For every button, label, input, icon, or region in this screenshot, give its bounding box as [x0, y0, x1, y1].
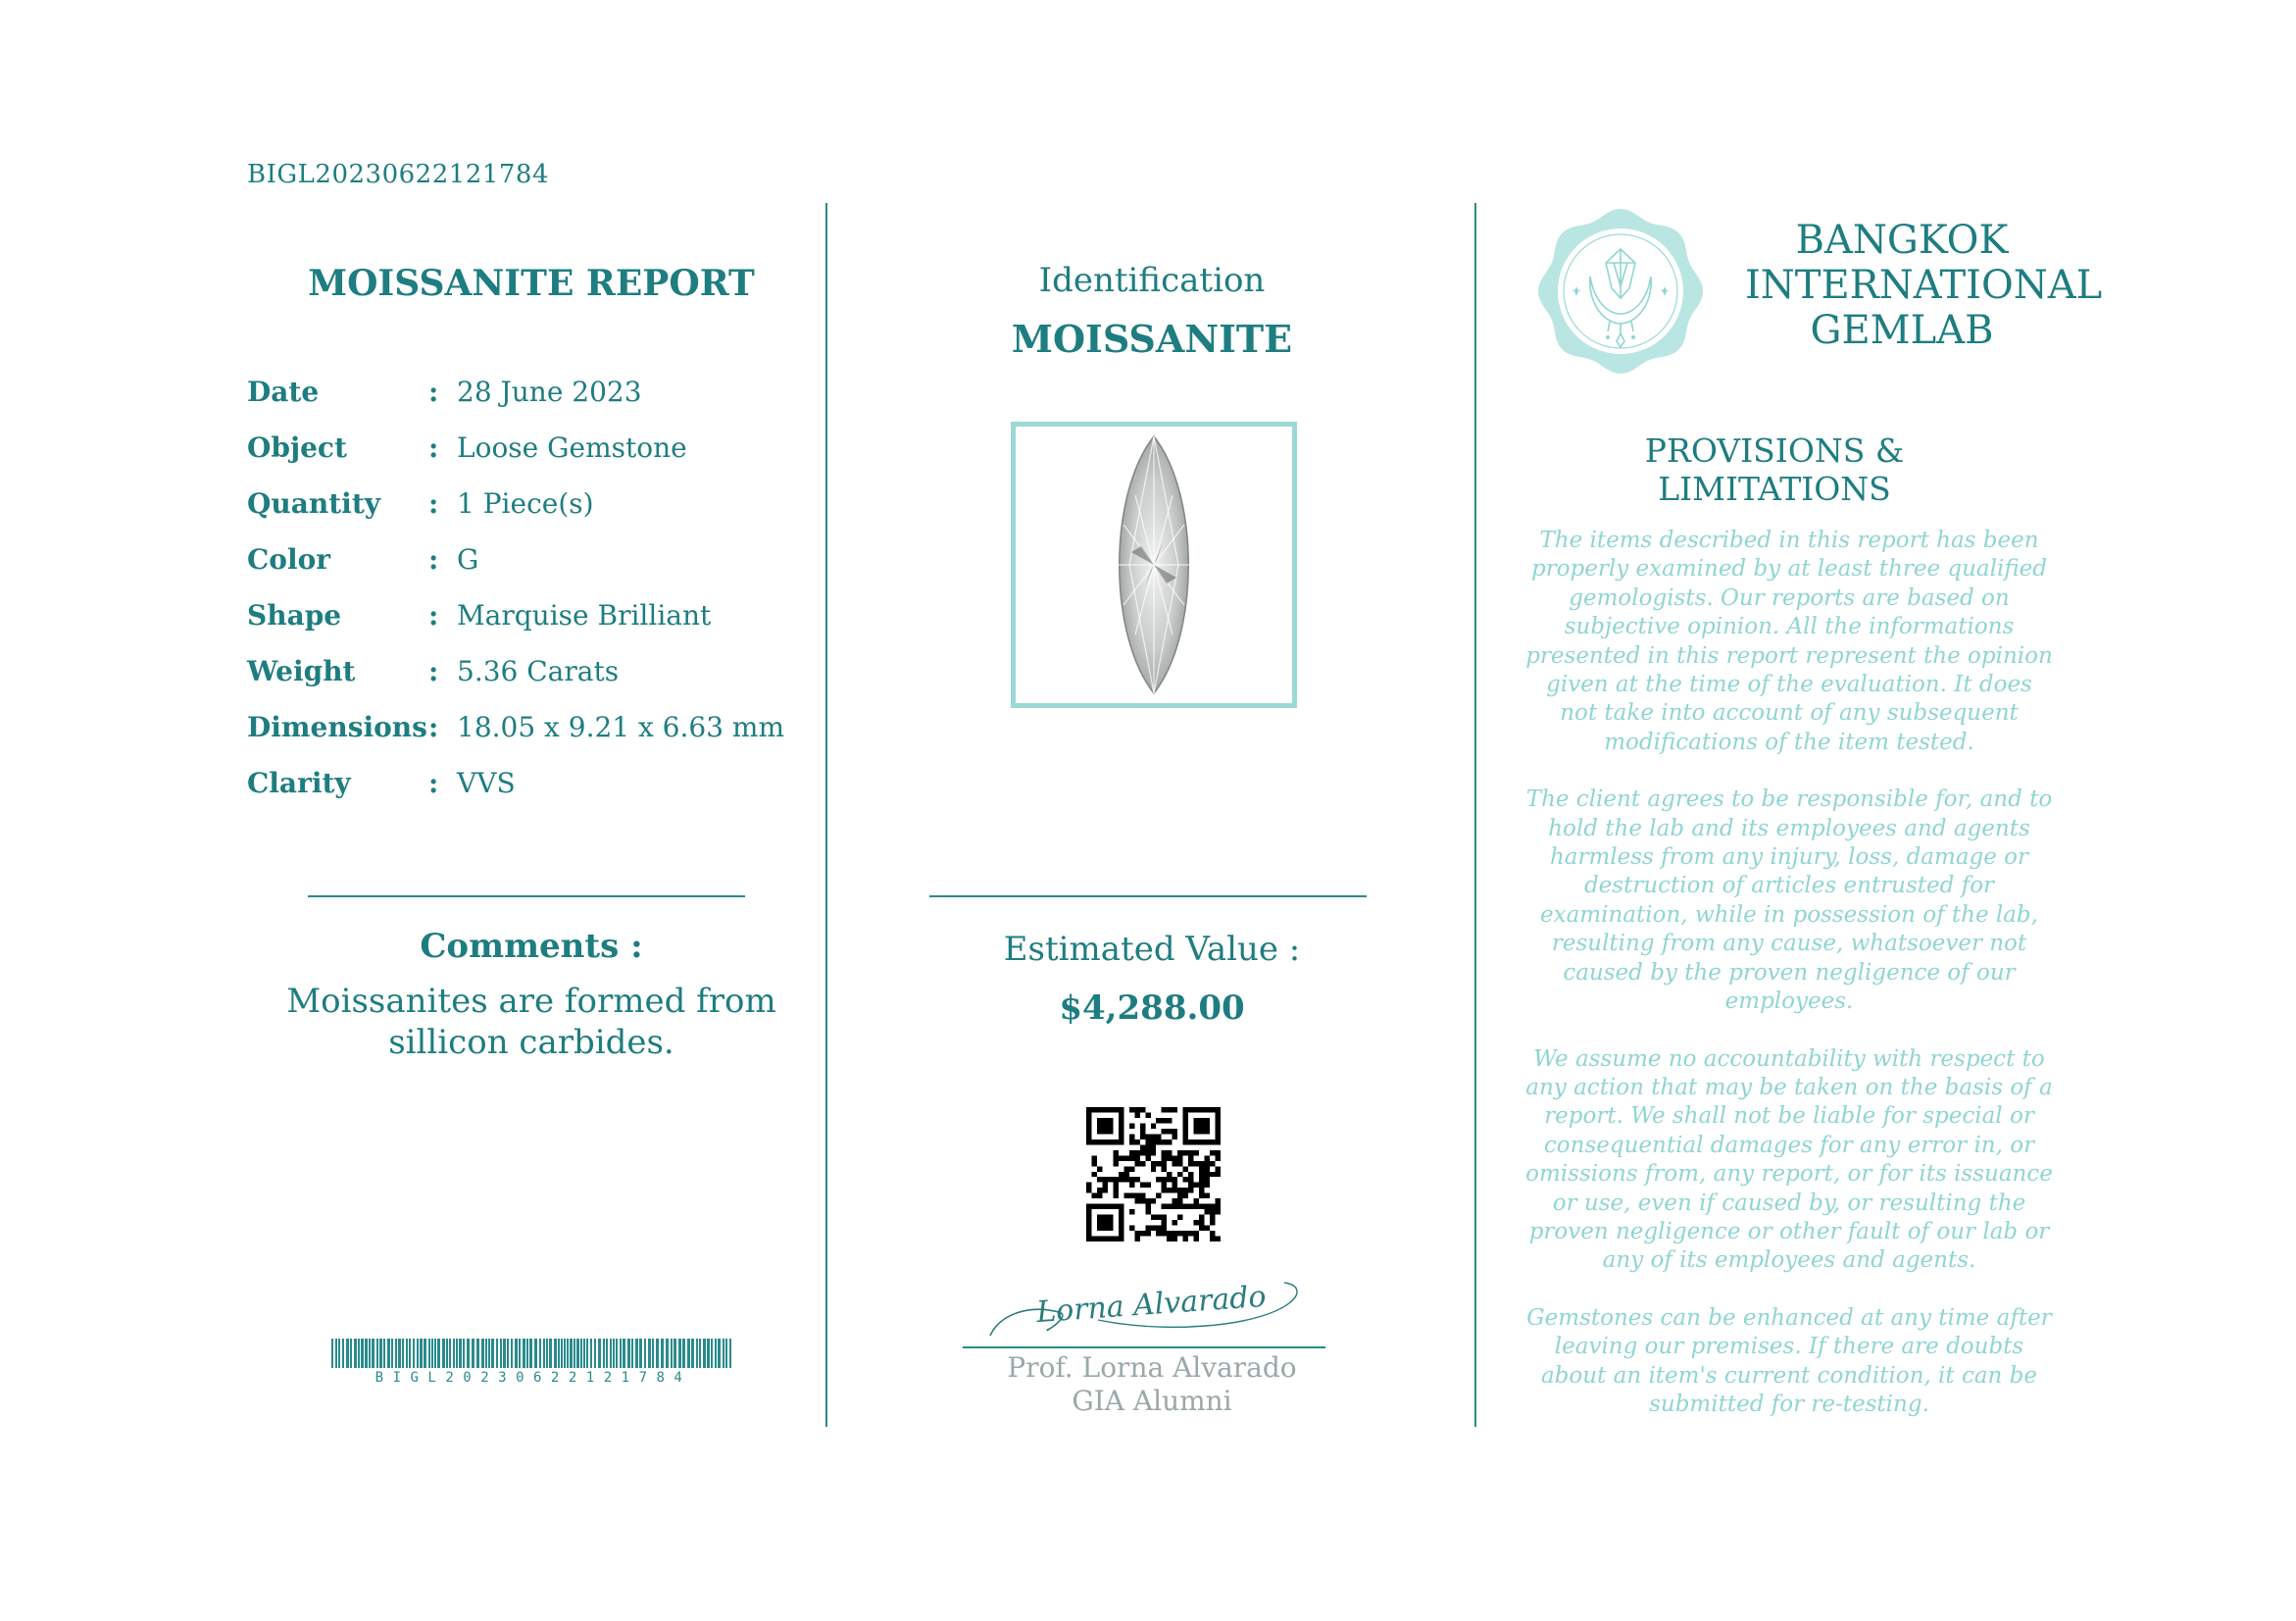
- provisions-paragraph: Gemstones can be enhanced at any time after leaving our premises. If there are doubts about an item's current condition, it can be submitted for re-testing.: [1526, 1304, 2052, 1417]
- signature-script: Lorna Alvarado: [1035, 1279, 1268, 1331]
- marquise-gem-icon: [1016, 427, 1292, 703]
- detail-colon: :: [428, 376, 439, 408]
- detail-row-object: [247, 431, 796, 487]
- gemstone-image: [1011, 422, 1297, 708]
- identification-value: MOISSANITE: [1011, 317, 1293, 361]
- provisions-title: PROVISIONS & LIMITATIONS: [1644, 431, 1905, 508]
- detail-colon: :: [428, 431, 439, 464]
- barcode-icon: [331, 1339, 735, 1368]
- qr-code-icon: [1086, 1107, 1221, 1241]
- signer-name: Prof. Lorna Alvarado: [1007, 1351, 1297, 1384]
- detail-colon: :: [428, 655, 439, 687]
- detail-label: Quantity: [247, 487, 381, 520]
- estimated-value-label: Estimated Value :: [1003, 930, 1301, 969]
- detail-label: Weight: [247, 655, 356, 687]
- detail-colon: :: [428, 599, 439, 632]
- provisions-paragraph: The client agrees to be responsible for, and to hold the lab and its employees and agents harmless from any injury, loss, damage or destruction of articles entrusted for examination, while in possession of the lab, resulting from any cause, whatsoever not caused by the proven negligence of our employees.: [1525, 786, 2053, 1015]
- detail-label: Date: [247, 376, 320, 408]
- comments-text: Moissanites are formed from sillicon carbides.: [286, 982, 776, 1062]
- detail-value: 5.36 Carats: [457, 655, 620, 687]
- report-title: MOISSANITE REPORT: [308, 263, 755, 304]
- column-divider-right: [1474, 203, 1476, 1427]
- provisions-text: [1524, 527, 2054, 1447]
- detail-label: Color: [247, 543, 331, 576]
- detail-label: Shape: [247, 599, 342, 632]
- detail-label: Object: [247, 431, 347, 464]
- provisions-paragraph: The items described in this report has been properly examined by at least three qualified gemologists. Our reports are based on subjective opinion. All the informations presented in this report represent the opinion given at the time of the evaluation. It does not take into account of any subsequent modifications of the item tested.: [1525, 528, 2053, 755]
- detail-colon: :: [428, 487, 439, 520]
- signer-title: GIA Alumni: [1072, 1385, 1232, 1417]
- lab-name: [1745, 218, 2103, 353]
- detail-label: Dimensions: [247, 711, 427, 743]
- identification-label: Identification: [1038, 261, 1266, 300]
- detail-value: Loose Gemstone: [457, 431, 687, 464]
- detail-row-quantity: [247, 487, 796, 543]
- signature: [980, 1275, 1323, 1343]
- detail-row-color: [247, 543, 796, 599]
- detail-colon: :: [428, 543, 439, 576]
- barcode: [331, 1339, 735, 1386]
- detail-row-clarity: [247, 767, 796, 823]
- lab-name-line: GEMLAB: [1810, 308, 1994, 353]
- lab-name-line: INTERNATIONAL: [1745, 263, 2103, 308]
- details-table: [247, 376, 796, 823]
- lab-name-line: BANGKOK: [1795, 218, 2009, 263]
- signature-line: [963, 1346, 1325, 1348]
- column-divider-left: [825, 203, 827, 1427]
- report-id: BIGL20230622121784: [247, 160, 549, 189]
- detail-colon: :: [428, 767, 439, 799]
- detail-value: Marquise Brilliant: [457, 599, 712, 632]
- detail-value: VVS: [457, 767, 516, 799]
- provisions-paragraph: We assume no accountability with respect to any action that may be taken on the basis of a report. We shall not be liable for special or consequential damages for any error in, or omissions from, any report, or for its issuance or use, even if caused by, or resulting the proven negligence or other fault of our lab or any of its employees and agents.: [1525, 1045, 2053, 1274]
- qr-code[interactable]: [1086, 1107, 1221, 1241]
- divider-line: [929, 895, 1367, 897]
- barcode-text: BIGL20230622121784: [374, 1370, 692, 1386]
- divider-line: [308, 895, 745, 897]
- detail-row-shape: [247, 599, 796, 655]
- detail-value: 1 Piece(s): [457, 487, 594, 520]
- detail-row-weight: [247, 655, 796, 711]
- detail-value: 28 June 2023: [457, 376, 642, 408]
- detail-row-date: [247, 376, 796, 431]
- detail-label: Clarity: [247, 767, 351, 799]
- comments-title: Comments :: [420, 927, 643, 966]
- lab-seal-icon: [1537, 208, 1704, 375]
- estimated-value: $4,288.00: [1059, 988, 1245, 1028]
- detail-colon: :: [428, 711, 439, 743]
- detail-value: G: [457, 543, 479, 576]
- detail-value: 18.05 x 9.21 x 6.63 mm: [457, 711, 785, 743]
- detail-row-dimensions: [247, 711, 796, 767]
